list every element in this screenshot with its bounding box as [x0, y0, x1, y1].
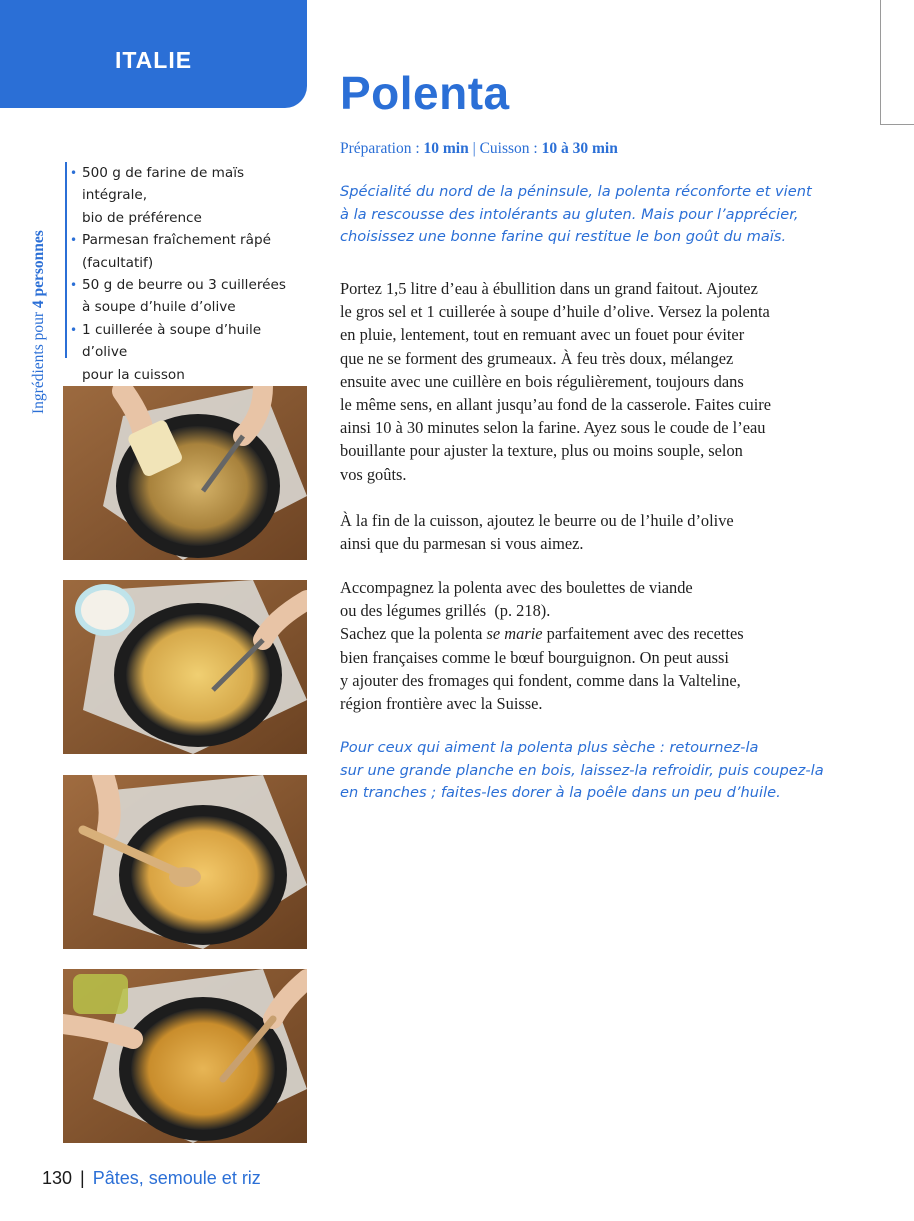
bullet-icon: • [70, 166, 78, 180]
step-photo-1 [63, 386, 307, 560]
photo-pouring-polenta [63, 386, 307, 560]
bullet-icon: • [70, 278, 78, 293]
cook-value: 10 à 30 min [541, 140, 618, 157]
method-paragraph-2 [340, 509, 870, 555]
page-reference[interactable]: (p. 218). [490, 601, 551, 621]
text-line: parfaitement avec des recettes [542, 624, 744, 644]
ingredient-line: bio de préférence [82, 209, 202, 226]
photo-adding-oil [63, 969, 307, 1143]
timing-separator: | [468, 140, 480, 157]
text-line: le même sens, en allant jusqu’au fond de la casserole. Faites cuire [340, 395, 772, 415]
text-line: que ne se forment des grumeaux. À feu très doux, mélangez [340, 348, 734, 368]
tip-line: sur une grande planche en bois, laissez-la refroidir, puis coupez-la [340, 761, 824, 779]
text-line: y ajouter des fromages qui fondent, comme dans la Valteline, [340, 670, 741, 690]
text-line: ainsi que du parmesan si vous aimez. [340, 534, 584, 554]
ingredients-heading-count: 4 personnes [30, 230, 47, 309]
text-emphasis: se marie [486, 624, 543, 644]
ingredients-rule [65, 162, 67, 358]
intro-line: à la rescousse des intolérants au gluten. Mais pour l’apprécier, [340, 205, 799, 223]
text-line: bouillante pour ajuster la texture, plus ou moins souple, selon [340, 441, 743, 461]
page-number: 130 [42, 1168, 73, 1188]
ingredient-line: à soupe d’huile d’olive [82, 299, 236, 316]
text-line: vos goûts. [340, 464, 407, 484]
step-photo-4 [63, 969, 307, 1143]
text-line: région frontière avec la Suisse. [340, 694, 543, 714]
text-line: Accompagnez la polenta avec des boulettes de viande [340, 578, 693, 597]
ingredient-item [68, 319, 308, 386]
ingredient-line: pour la cuisson [82, 366, 185, 383]
ingredient-item [68, 162, 308, 229]
footer-separator: | [80, 1168, 85, 1188]
ingredient-line: (facultatif) [82, 254, 154, 271]
country-tab [0, 0, 307, 108]
method-paragraph-3 [340, 576, 870, 715]
bullet-icon: • [70, 322, 78, 337]
step-photo-2 [63, 580, 307, 754]
ingredient-line: 500 g de farine de maïs intégrale, [82, 165, 245, 204]
ingredients-heading [30, 164, 54, 414]
ingredients-list [68, 162, 308, 408]
photo-whisking-polenta [63, 580, 307, 754]
text-line: Sachez que la polenta [340, 624, 487, 644]
text-line: ou des légumes grillés [340, 601, 491, 621]
ingredient-line: Parmesan fraîchement râpé [82, 232, 271, 249]
text-line: le gros sel et 1 cuillerée à soupe d’huile d’olive. Versez la polenta [340, 302, 770, 322]
step-photo-3 [63, 775, 307, 949]
tip-line: en tranches ; faites-les dorer à la poêle dans un peu d’huile. [340, 784, 781, 802]
crop-mark [880, 124, 914, 125]
text-line: ainsi 10 à 30 minutes selon la farine. Ayez sous le coude de l’eau [340, 418, 766, 438]
tip-line: Pour ceux qui aiment la polenta plus sèche : retournez-la [340, 739, 759, 756]
intro-text [340, 181, 860, 249]
cook-label: Cuisson : [479, 140, 542, 157]
intro-line: choisissez une bonne farine qui restitue le bon goût du maïs. [340, 228, 787, 246]
text-line: ensuite avec une cuillère en bois régulièrement, toujours dans [340, 371, 744, 391]
page-footer [42, 1168, 261, 1189]
ingredient-line: 50 g de beurre ou 3 cuillerées [82, 277, 286, 294]
timing-line [340, 140, 618, 158]
ingredient-item [68, 229, 308, 274]
intro-line: Spécialité du nord de la péninsule, la polenta réconforte et vient [340, 183, 812, 200]
method-paragraph-1 [340, 277, 870, 486]
prep-label: Préparation : [340, 140, 424, 157]
tip-text [340, 737, 880, 805]
ingredient-line: 1 cuillerée à soupe d’huile d’olive [82, 321, 262, 361]
text-line: bien françaises comme le bœuf bourguignon. On peut aussi [340, 647, 729, 667]
recipe-title: Polenta [340, 67, 510, 119]
section-title: Pâtes, semoule et riz [92, 1168, 261, 1188]
prep-value: 10 min [423, 140, 469, 157]
text-line: À la fin de la cuisson, ajoutez le beurre ou de l’huile d’olive [340, 511, 734, 530]
ingredients-heading-prefix: Ingrédients pour [30, 308, 47, 414]
ingredient-item [68, 274, 308, 319]
photo-stirring-spoon [63, 775, 307, 949]
crop-mark [880, 0, 881, 125]
text-line: en pluie, lentement, tout en remuant avec un fouet pour éviter [340, 325, 745, 345]
country-tab-label: ITALIE [114, 47, 193, 73]
text-line: Portez 1,5 litre d’eau à ébullition dans un grand faitout. Ajoutez [340, 279, 758, 298]
bullet-icon: • [70, 233, 78, 248]
